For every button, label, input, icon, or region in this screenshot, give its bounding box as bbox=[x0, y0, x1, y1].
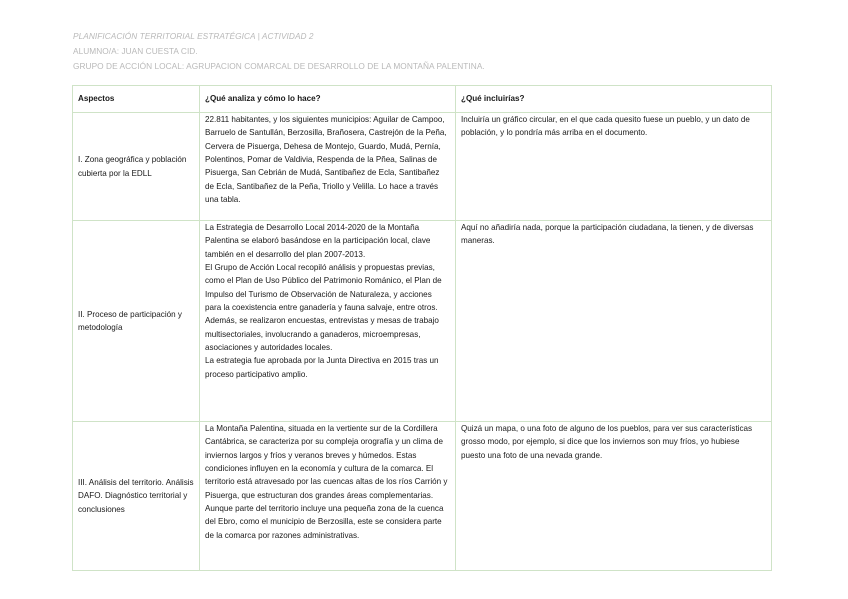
analysis-table bbox=[72, 85, 772, 571]
col-header-include: ¿Qué incluirías? bbox=[456, 86, 772, 113]
aspect-cell: III. Análisis del territorio. Análisis DAFO. Diagnóstico territorial y conclusiones bbox=[73, 422, 200, 571]
include-cell: Quizá un mapa, o una foto de alguno de los pueblos, para ver sus características grosso modo, por ejemplo, si dice que los inviernos son muy fríos, yo hubiese puesto una foto de una nevada grande. bbox=[456, 422, 772, 571]
col-header-analysis: ¿Qué analiza y cómo lo hace? bbox=[200, 86, 456, 113]
header-course-title: PLANIFICACIÓN TERRITORIAL ESTRATÉGICA | ACTIVIDAD 2 bbox=[73, 31, 314, 41]
header-student: ALUMNO/A: JUAN CUESTA CID. bbox=[73, 46, 198, 56]
col-header-aspects: Aspectos bbox=[73, 86, 200, 113]
aspect-cell: II. Proceso de participación y metodología bbox=[73, 221, 200, 422]
include-cell: Incluiría un gráfico circular, en el que cada quesito fuese un pueblo, y un dato de población, y lo pondría más arriba en el documento. bbox=[456, 113, 772, 221]
analysis-paragraph: 22.811 habitantes, y los siguientes municipios: Aguilar de Campoo, Barruelo de Santullán, Berzosilla, Brañosera, Castrejón de la Peña, Cervera de Pisuerga, Dehesa de Montejo, Guardo, Mudá, Pernía, Polentinos, Pomar de Valdivia, Respenda de la Pñea, Salinas de Pisuerga, San Cebrián de Mudá, Santibañez de Ecla, Santibañez de Ecla, Santibañez de la Peña, Triollo y Velilla. Lo hace a través una tabla. bbox=[205, 115, 447, 205]
include-cell: Aquí no añadiría nada, porque la participación ciudadana, la tienen, y de diversas maneras. bbox=[456, 221, 772, 422]
analysis-paragraph: La Estrategia de Desarrollo Local 2014-2020 de la Montaña Palentina se elaboró basándose en la participación local, clave también en el desarrollo del plan 2007-2013. bbox=[205, 223, 431, 259]
analysis-paragraph: La Montaña Palentina, situada en la vertiente sur de la Cordillera Cantábrica, se caracteriza por su compleja orografía y un clima de inviernos largos y fríos y veranos breves y húmedos. Estas condiciones influyen en la economía y cultura de la comarca. El territorio está atravesado por las cuencas altas de los ríos Carrión y Pisuerga, que estructuran dos grandes áreas complementarias. Aunque parte del territorio incluye una pequeña zona de la cuenca del Ebro, como el municipio de Berzosilla, este se considera parte de la comarca por razones administrativas. bbox=[205, 424, 448, 540]
table-header-row bbox=[73, 86, 772, 113]
table-row bbox=[73, 422, 772, 571]
table-row bbox=[73, 221, 772, 422]
header-action-group: GRUPO DE ACCIÓN LOCAL: AGRUPACION COMARCAL DE DESARROLLO DE LA MONTAÑA PALENTINA. bbox=[73, 61, 485, 71]
analysis-paragraph: El Grupo de Acción Local recopiló análisis y propuestas previas, como el Plan de Uso Público del Patrimonio Románico, el Plan de Impulso del Turismo de Observación de Naturaleza, y acciones para la coexistencia entre ganadería y fauna salvaje, entre otros. bbox=[205, 263, 442, 313]
analysis-paragraph: La estrategia fue aprobada por la Junta Directiva en 2015 tras un proceso participativo amplio. bbox=[205, 356, 439, 379]
analysis-cell bbox=[200, 113, 456, 221]
aspect-cell: I. Zona geográfica y población cubierta por la EDLL bbox=[73, 113, 200, 221]
table-row bbox=[73, 113, 772, 221]
analysis-cell bbox=[200, 422, 456, 571]
analysis-paragraph: Además, se realizaron encuestas, entrevistas y mesas de trabajo multisectoriales, involucrando a ganaderos, microempresas, asociaciones y autoridades locales. bbox=[205, 316, 439, 353]
analysis-cell bbox=[200, 221, 456, 422]
